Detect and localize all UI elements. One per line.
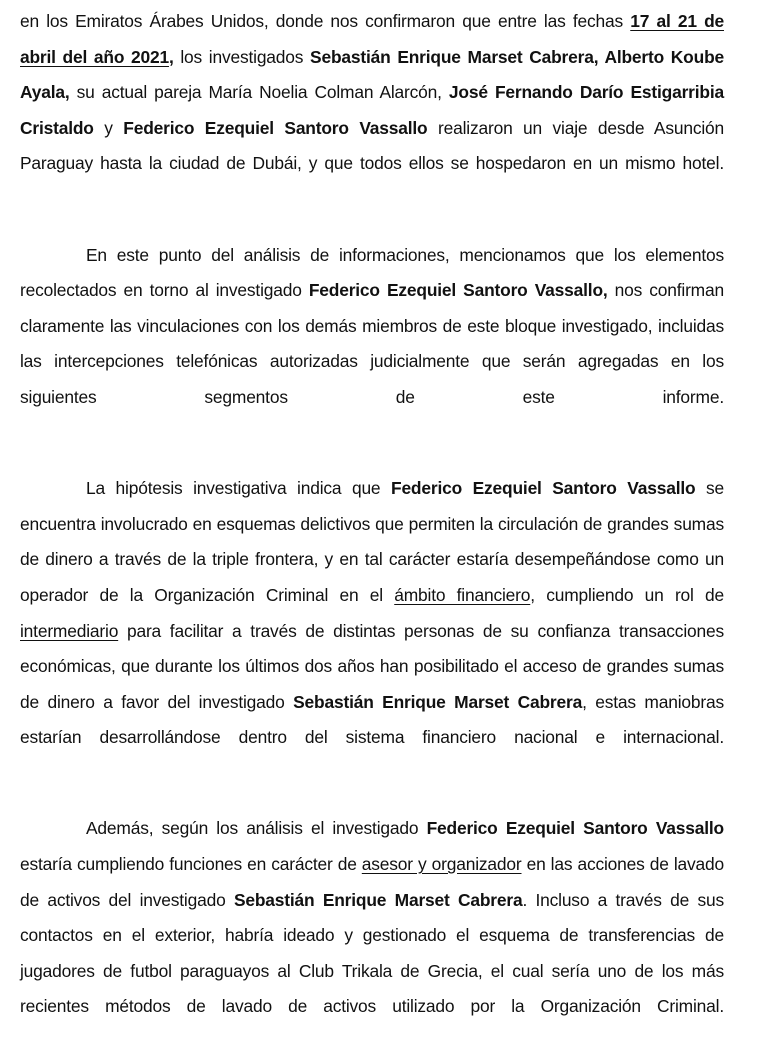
- text-run-bold: ,: [168, 46, 174, 67]
- text-run-bold-underline: 17 al 21 de abril del año 2021: [20, 11, 724, 67]
- paragraph-4: [20, 811, 724, 1060]
- text-run-bold: Sebastián Enrique Marset Cabrera: [293, 691, 583, 712]
- text-run-normal: estaría cumpliendo funciones en carácter de: [20, 854, 362, 875]
- text-run-underline: asesor y organizador: [361, 854, 522, 875]
- text-run-normal: para facilitar a través de distintas personas de su confianza transacciones económicas, que durante los últimos dos años han posibilitado el acceso de grandes sumas de dinero a favor del investigado: [20, 620, 724, 712]
- text-run-bold: José Fernando Darío Estigarribia Cristaldo: [20, 82, 724, 138]
- text-run-bold: Sebastián Enrique Marset Cabrera, Alberto Koube Ayala,: [20, 46, 725, 103]
- text-run-normal: y: [93, 117, 124, 138]
- text-run-bold: Federico Ezequiel Santoro Vassallo: [123, 117, 428, 138]
- text-run-normal: realizaron un viaje desde Asunción Paraguay hasta la ciudad de Dubái, y que todos ellos se hospedaron en un mismo hotel.: [20, 117, 725, 174]
- text-run-normal: su actual pareja María Noelia Colman Alarcón,: [69, 82, 449, 103]
- paragraph-2: [20, 238, 724, 452]
- text-run-bold: Federico Ezequiel Santoro Vassallo: [426, 818, 724, 839]
- text-run-bold: Federico Ezequiel Santoro Vassallo,: [308, 280, 608, 301]
- paragraph-3: [20, 471, 724, 791]
- text-run-normal: en los Emiratos Árabes Unidos, donde nos confirmaron que entre las fechas: [20, 11, 631, 31]
- text-run-normal: Además, según los análisis el investigado: [86, 818, 427, 839]
- document-body: [20, 0, 724, 1061]
- text-run-normal: , cumpliendo un rol de: [530, 584, 725, 605]
- text-run-underline: ámbito financiero: [394, 584, 531, 605]
- text-run-normal: , estas maniobras estarían desarrollándose dentro del sistema financiero nacional e internacional.: [20, 691, 724, 748]
- text-run-normal: en las acciones de lavado de activos del investigado: [20, 854, 725, 910]
- paragraph-1: [20, 4, 724, 218]
- text-run-bold: Federico Ezequiel Santoro Vassallo: [391, 478, 696, 499]
- text-run-normal: los investigados: [173, 46, 311, 67]
- text-run-normal: nos confirman claramente las vinculaciones con los demás miembros de este bloque investigado, incluidas las intercepciones telefónicas autorizadas judicialmente que serán agregadas en los siguientes segmentos de este informe.: [20, 280, 724, 407]
- text-run-underline: intermediario: [20, 620, 119, 641]
- text-run-normal: se encuentra involucrado en esquemas delictivos que permiten la circulación de grandes sumas de dinero a través de la triple frontera, y en tal carácter estaría desempeñándose como un operador de la Organización Criminal en el: [20, 478, 725, 605]
- text-run-normal: La hipótesis investigativa indica que: [86, 478, 391, 499]
- text-run-normal: En este punto del análisis de informaciones, mencionamos que los elementos recolectados en torno al investigado: [20, 244, 724, 301]
- text-run-bold: Sebastián Enrique Marset Cabrera: [233, 889, 523, 910]
- text-run-normal: . Incluso a través de sus contactos en el exterior, habría ideado y gestionado el esquema de transferencias de jugadores de futbol paraguayos al Club Trikala de Grecia, el cual sería uno de los más recientes métodos de lavado de activos utilizado por la Organización Criminal.: [20, 889, 724, 1017]
